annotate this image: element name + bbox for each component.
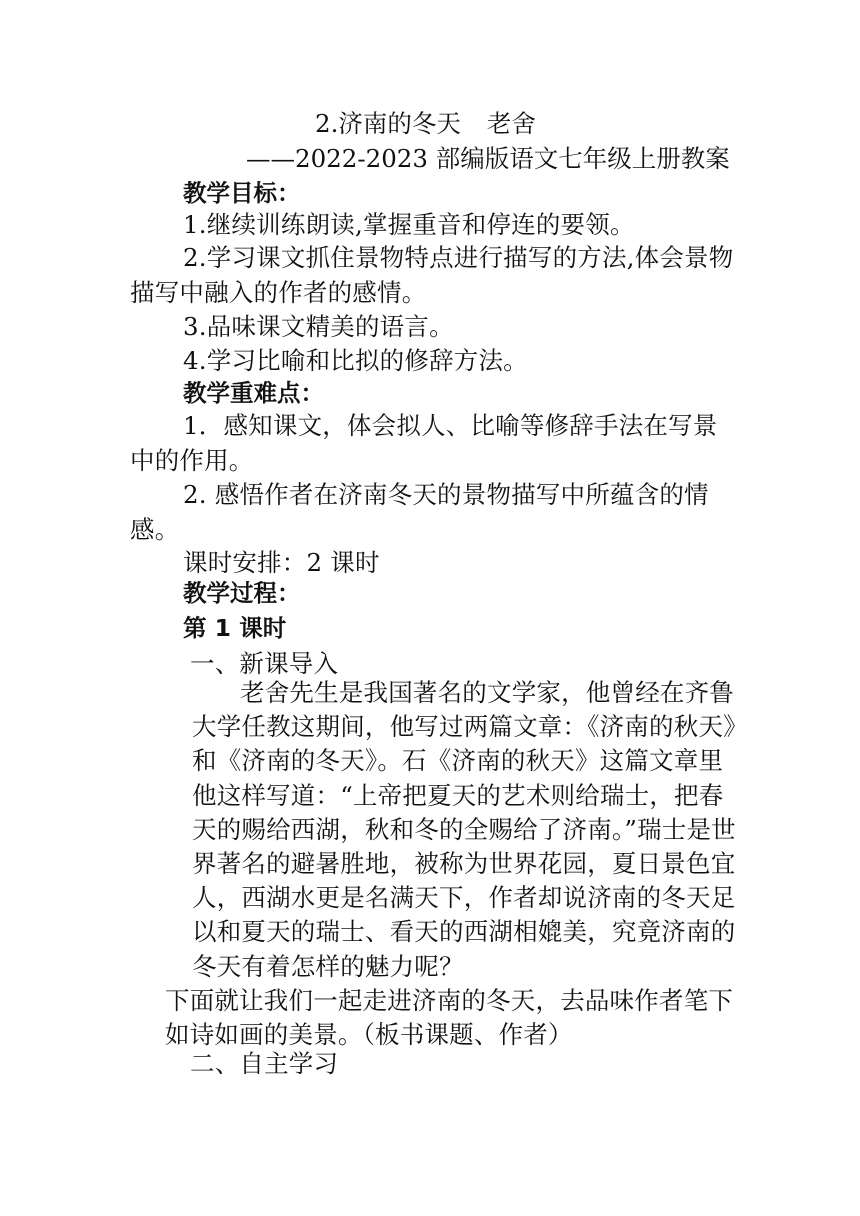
part-2-heading: 二、自主学习	[190, 1049, 339, 1078]
objective-item-4: 4.学习比喻和比拟的修辞方法。	[183, 346, 528, 375]
key-point-item-2: 2. 感悟作者在济南冬天的景物描写中所蕴含的情感。	[130, 480, 709, 544]
part-1-paragraph: 老舍先生是我国著名的文学家，他曾经在齐鲁大学任教这期间，他写过两篇文章：《济南的秋天》和《济南的冬天》。石《济南的秋天》这篇文章里他这样写道：“上帝把夏天的艺术则给瑞士，把春天的赐给西湖，秋和冬的全赐给了济南。”瑞士是世界著名的避暑胜地，被称为世界花园，夏日景色宜人，西湖水更是名满天下，作者却说济南的冬天足以和夏天的瑞士、看天的西湖相媲美，究竟济南的冬天有着怎样的魅力呢？	[192, 678, 736, 981]
objectives-heading: 教学目标：	[183, 179, 301, 207]
key-point-item-1: 1．感知课文，体会拟人、比喻等修辞手法在写景中的作用。	[130, 411, 718, 475]
schedule-text: 课时安排：2 课时	[183, 548, 380, 577]
objective-item-3: 3.品味课文精美的语言。	[183, 312, 454, 341]
key-points-heading: 教学重难点：	[183, 379, 324, 407]
document-title	[315, 108, 575, 140]
objective-item-2: 2.学习课文抓住景物特点进行描写的方法,体会景物描写中融入的作者的感情。	[130, 243, 734, 307]
lesson-1-heading: 第 1 课时	[183, 614, 287, 642]
part-1-heading: 一、新课导入	[190, 649, 339, 678]
objective-item-1: 1.继续训练朗读,掌握重音和停连的要领。	[183, 210, 635, 239]
title-text: 2.济南的冬天	[315, 109, 461, 138]
title-author: 老舍	[486, 109, 536, 138]
part-1-paragraph-tail: 下面就让我们一起走进济南的冬天，去品味作者笔下如诗如画的美景。（板书课题、作者）	[165, 986, 734, 1050]
document-subtitle: ——2022-2023 部编版语文七年级上册教案	[246, 144, 730, 173]
process-heading: 教学过程：	[183, 579, 301, 607]
